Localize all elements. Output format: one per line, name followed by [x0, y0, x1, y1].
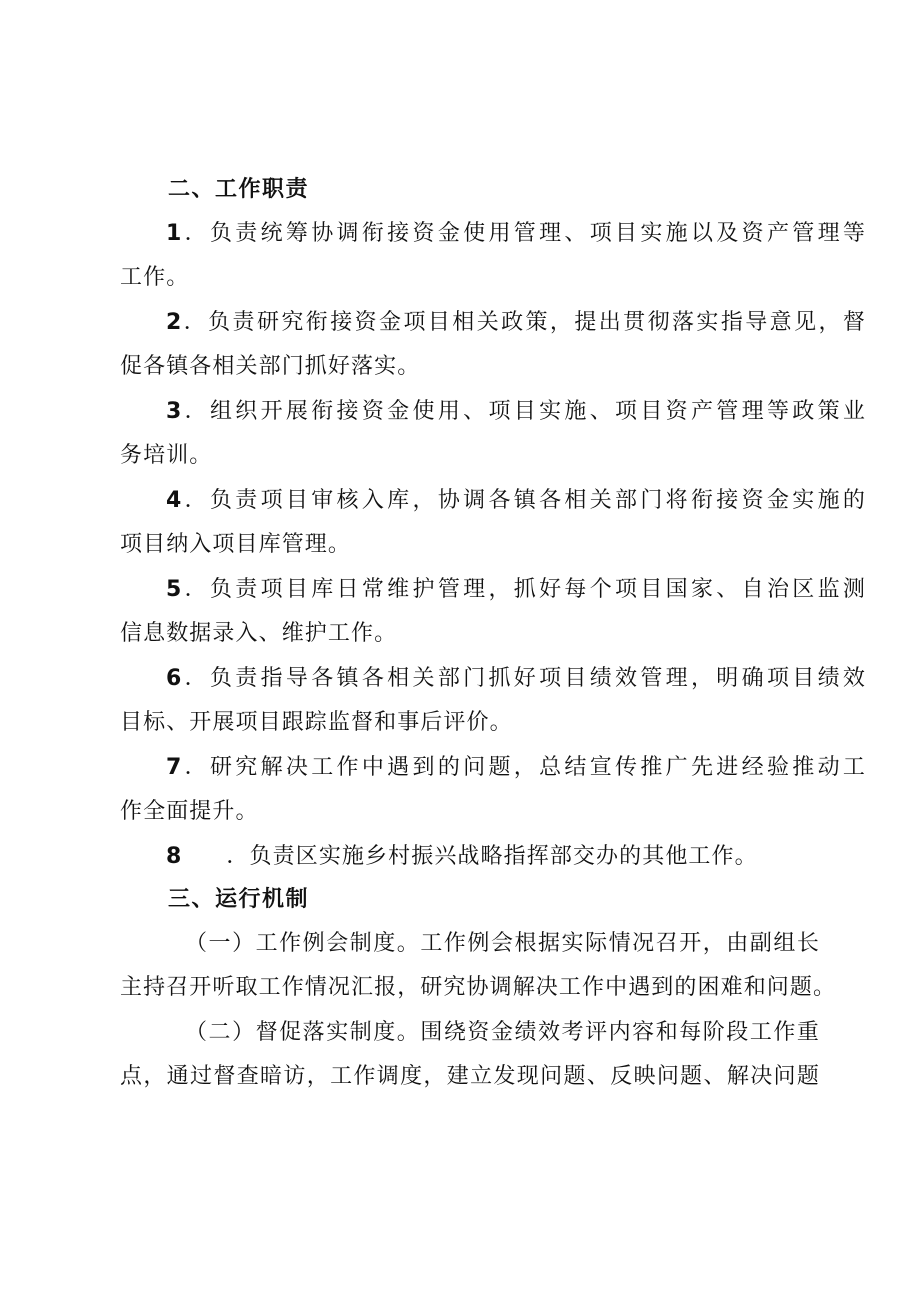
- item-number: 6: [166, 666, 183, 691]
- duty-item-7-line1: [166, 753, 866, 783]
- item-number: 2: [166, 310, 183, 335]
- item-text: ．负责区实施乡村振兴战略指挥部交办的其他工作。: [226, 844, 758, 869]
- item-number: 5: [166, 577, 183, 602]
- item-text: ．负责项目库日常维护管理，抓好每个项目国家、自治区监测: [182, 577, 866, 602]
- duty-item-4-line2: 项目纳入项目库管理。: [120, 532, 352, 557]
- duty-item-8-line1: [166, 842, 866, 872]
- mechanism-para2-line2: 点，通过督查暗访，工作调度，建立发现问题、反映问题、解决问题: [120, 1064, 820, 1089]
- duty-item-6-line1: [166, 664, 866, 694]
- item-number: 7: [166, 755, 183, 780]
- item-text: ．组织开展衔接资金使用、项目实施、项目资产管理等政策业: [182, 399, 866, 424]
- duty-item-1-line2: 工作。: [120, 265, 190, 290]
- duty-item-1-line1: [166, 219, 866, 249]
- duty-item-5-line1: [166, 575, 866, 605]
- duty-item-2-line2: 促各镇各相关部门抓好落实。: [120, 354, 421, 379]
- duty-item-6-line2: 目标、开展项目跟踪监督和事后评价。: [120, 710, 513, 735]
- section-heading-mechanism: 三、运行机制: [168, 887, 310, 912]
- duty-item-4-line1: [166, 486, 866, 516]
- item-text: ．负责研究衔接资金项目相关政策，提出贯彻落实指导意见，督: [182, 310, 866, 335]
- item-text: ．负责指导各镇各相关部门抓好项目绩效管理，明确项目绩效: [182, 666, 866, 691]
- item-number: 3: [166, 399, 183, 424]
- duty-item-7-line2: 作全面提升。: [120, 799, 259, 824]
- item-text: ．研究解决工作中遇到的问题，总结宣传推广先进经验推动工: [182, 755, 866, 780]
- mechanism-para2-line1: （二）督促落实制度。围绕资金绩效考评内容和每阶段工作重: [185, 1020, 820, 1045]
- duty-item-3-line1: [166, 397, 866, 427]
- item-number: 8: [166, 844, 183, 869]
- mechanism-para1-line2: 主持召开听取工作情况汇报，研究协调解决工作中遇到的困难和问题。: [120, 975, 837, 1000]
- duty-item-5-line2: 信息数据录入、维护工作。: [120, 621, 398, 646]
- item-number: 4: [166, 488, 183, 513]
- duty-item-3-line2: 务培训。: [120, 443, 213, 468]
- mechanism-para1-line1: （一）工作例会制度。工作例会根据实际情况召开，由副组长: [185, 931, 820, 956]
- section-heading-duties: 二、工作职责: [168, 177, 310, 202]
- item-text: ．负责项目审核入库，协调各镇各相关部门将衔接资金实施的: [182, 488, 866, 513]
- item-text: ．负责统筹协调衔接资金使用管理、项目实施以及资产管理等: [182, 221, 866, 246]
- duty-item-2-line1: [166, 308, 866, 338]
- item-number: 1: [166, 221, 183, 246]
